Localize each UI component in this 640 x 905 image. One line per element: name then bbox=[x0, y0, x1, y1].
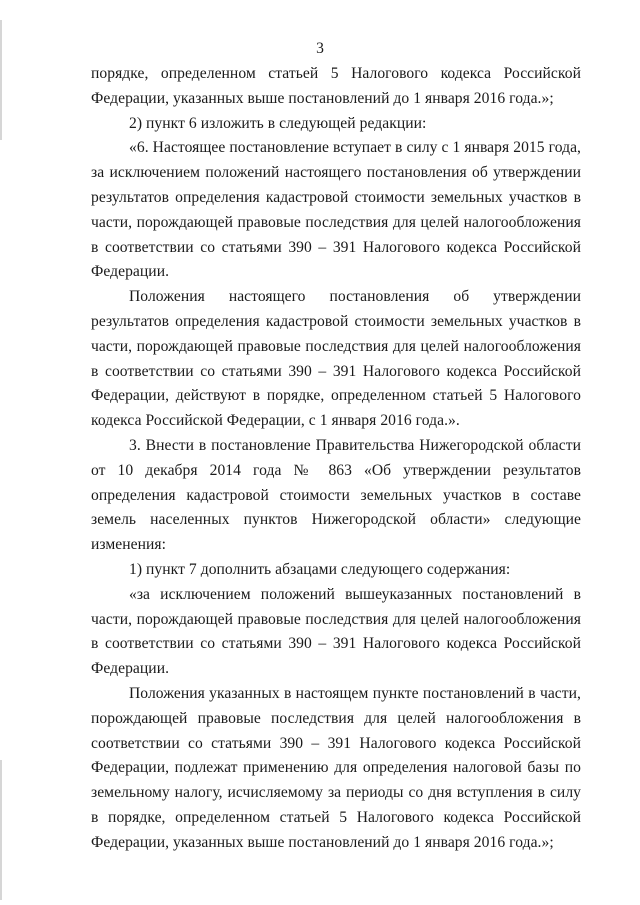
scan-edge-mark-bottom bbox=[0, 760, 2, 900]
justified-line bbox=[91, 62, 581, 87]
paragraph-text: Федерации, указанных выше постановлений до 1 января 2016 года.»; bbox=[91, 89, 554, 107]
scan-edge-mark-top bbox=[0, 20, 2, 140]
paragraph-subitem-1: 1) пункт 7 дополнить абзацами следующего содержания: bbox=[129, 560, 511, 578]
word: определенном bbox=[160, 65, 256, 82]
paragraph-item-3: 3. Внести в постановление Правительства Нижегородской области от 10 декабря 2014 года № 863 «Об утверждении результатов определения кадастровой стоимости земельных участков в составе земель населенных пунктов Нижегородской области» следующие изменения: bbox=[91, 436, 581, 554]
paragraph-clause-6-provisions: Положения настоящего постановления об утверждении результатов определения кадастровой стоимости земельных участков в части, порождающей правовые последствия для целей налогообложения в соответствии со статьями 390 – 391 Налогового кодекса Российской Федерации, действуют в порядке, определенном статьей 5 Налогового кодекса Российской Федерации, с 1 января 2016 года.». bbox=[91, 288, 581, 430]
page-number: 3 bbox=[316, 40, 324, 57]
paragraph-item-6-heading: 2) пункт 6 изложить в следующей редакции: bbox=[129, 114, 427, 132]
word: статьей bbox=[268, 65, 319, 82]
word: 5 bbox=[330, 65, 339, 82]
word: Российской bbox=[503, 65, 581, 82]
paragraph-quoted-exception: «за исключением положений вышеуказанных постановлений в части, порождающей правовые последствия для целей налогообложения в соответствии со статьями 390 – 391 Налогового кодекса Российской Федерации. bbox=[91, 585, 581, 678]
paragraph-quoted-provisions: Положения указанных в настоящем пункте постановлений в части, порождающей правовые последствия для целей налогообложения в соответствии со статьями 390 – 391 Налогового кодекса Российской Федерации, подлежат применению для определения налоговой базы по земельному налогу, исчисляемому за периоды со дня вступления в силу в порядке, определенном статьей 5 Налогового кодекса Российской Федерации, указанных выше постановлений до 1 января 2016 года.»; bbox=[91, 684, 581, 851]
paragraph-continuation bbox=[91, 62, 581, 112]
word: Налогового bbox=[351, 65, 429, 82]
word: порядке, bbox=[91, 65, 149, 82]
paragraph-clause-6: «6. Настоящее постановление вступает в силу с 1 января 2015 года, за исключением положений настоящего постановления об утверждении результатов определения кадастровой стоимости земельных участков в части, порождающей правовые последствия для целей налогообложения в соответствии со статьями 390 – 391 Налогового кодекса Российской Федерации. bbox=[91, 139, 581, 281]
document-body bbox=[91, 62, 581, 856]
word: кодекса bbox=[440, 65, 492, 82]
